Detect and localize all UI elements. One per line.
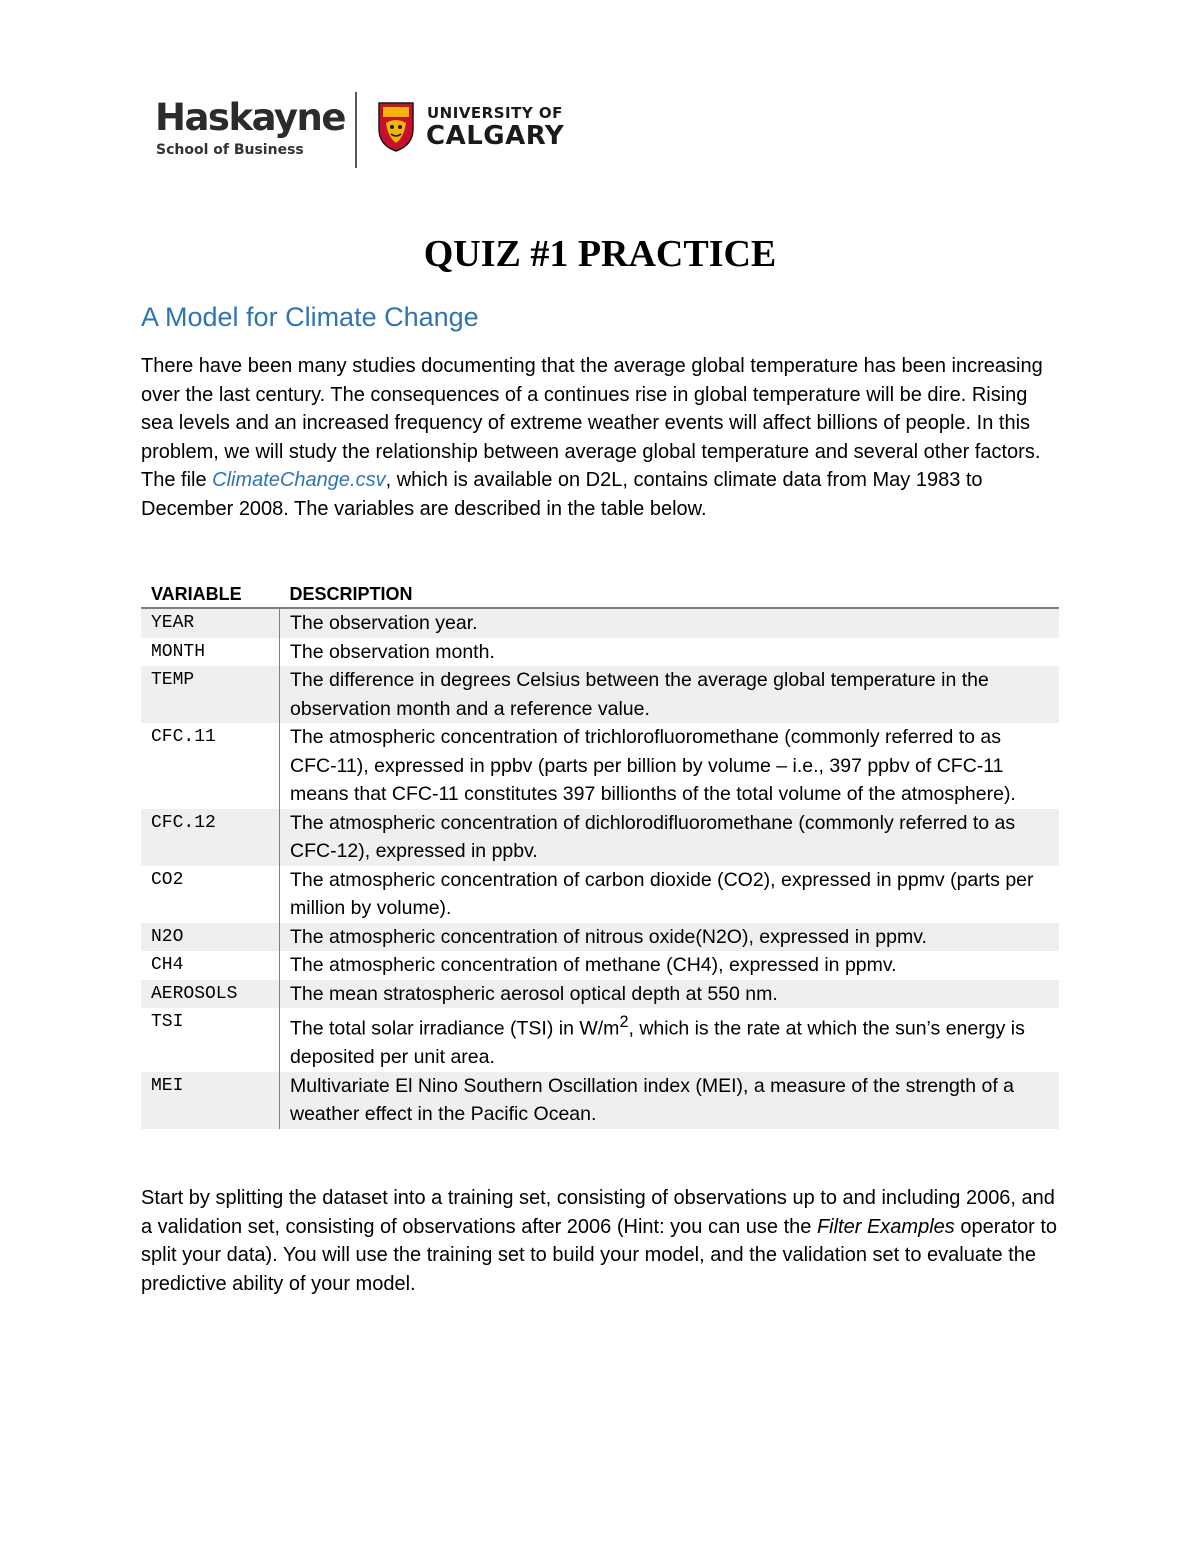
variable-name: N2O xyxy=(141,923,280,952)
tsi-description-start: The total solar irradiance (TSI) in W/m xyxy=(290,1017,620,1040)
haskayne-subtitle: School of Business xyxy=(156,142,304,158)
closing-text-start: Start by splitting the dataset into a training set, consisting of observations up to and including 2006, and a validation set, consisting of observations after 2006 (Hint: you can use the xyxy=(141,1187,1055,1238)
variable-description: Multivariate El Nino Southern Oscillation index (MEI), a measure of the strength of a weather effect in the Pacific Ocean. xyxy=(280,1072,1060,1129)
variable-name: TEMP xyxy=(141,666,280,723)
description-column-header: DESCRIPTION xyxy=(280,579,1060,608)
closing-paragraph xyxy=(141,1184,1061,1298)
variables-table xyxy=(141,579,1059,1129)
table-row xyxy=(141,866,1059,923)
variable-column-header: VARIABLE xyxy=(141,579,280,608)
intro-text-start: There have been many studies documenting that the average global temperature has been increasing over the last century. The consequences of a continues rise in global temperature will be dire. Rising sea levels and an increased frequency of extreme weather events will affect billions of people. In this problem, we will study the relationship between average global temperature and several other factors. The file xyxy=(141,355,1043,491)
variable-name: YEAR xyxy=(141,608,280,638)
file-name-link[interactable]: ClimateChange.csv xyxy=(212,469,386,491)
table-row xyxy=(141,951,1059,980)
table-row xyxy=(141,1008,1059,1072)
variable-description: The difference in degrees Celsius between the average global temperature in the observation month and a reference value. xyxy=(280,666,1060,723)
closing-text-end: operator to split your data). You will use the training set to build your model, and the validation set to evaluate the predictive ability of your model. xyxy=(141,1215,1058,1295)
header-logos xyxy=(155,92,575,172)
haskayne-logo: Haskayne xyxy=(155,96,345,139)
variable-description: The mean stratospheric aerosol optical depth at 550 nm. xyxy=(280,980,1060,1009)
variable-description: The atmospheric concentration of trichlorofluoromethane (commonly referred to as CFC-11), expressed in ppbv (parts per billion by volume – i.e., 397 ppbv of CFC-11 means that CFC-11 constitutes 397 billionths of the total volume of the atmosphere). xyxy=(290,726,1016,805)
variable-name: TSI xyxy=(141,1008,280,1072)
variable-name: CFC.11 xyxy=(141,723,280,809)
variable-name: CH4 xyxy=(141,951,280,980)
variable-description: The atmospheric concentration of nitrous oxide(N2O), expressed in ppmv. xyxy=(280,923,1060,952)
variable-description: The atmospheric concentration of carbon dioxide (CO2), expressed in ppmv (parts per million by volume). xyxy=(290,868,1034,919)
table-row xyxy=(141,1072,1059,1129)
tsi-superscript: 2 xyxy=(619,1013,629,1031)
variable-name: AEROSOLS xyxy=(141,980,280,1009)
table-row xyxy=(141,723,1059,809)
variable-description: The observation month. xyxy=(290,640,495,663)
variable-description: The observation year. xyxy=(280,608,1060,638)
university-line2: CALGARY xyxy=(426,121,565,151)
variable-description: The atmospheric concentration of methane (CH4), expressed in ppmv. xyxy=(290,954,897,976)
intro-paragraph xyxy=(141,352,1061,523)
university-crest-icon xyxy=(377,101,415,153)
section-heading: A Model for Climate Change xyxy=(141,302,479,332)
logo-divider xyxy=(355,92,357,168)
university-line1: UNIVERSITY OF xyxy=(427,104,563,122)
table-row xyxy=(141,923,1059,952)
variable-description: The atmospheric concentration of dichlorodifluoromethane (commonly referred to as CFC-12), expressed in ppbv. xyxy=(280,809,1060,866)
tsi-description-end: , which is the rate at which the sun’s energy is deposited per unit area. xyxy=(290,1017,1025,1068)
variable-name: CFC.12 xyxy=(141,809,280,866)
filter-examples-operator: Filter Examples xyxy=(816,1215,955,1238)
variable-name: MONTH xyxy=(141,638,280,667)
variable-description xyxy=(280,1008,1060,1072)
page-title: QUIZ #1 PRACTICE xyxy=(423,233,777,275)
table-row xyxy=(141,980,1059,1009)
variable-name: CO2 xyxy=(141,866,280,923)
table-row xyxy=(141,608,1059,638)
intro-text-end: , which is available on D2L, contains climate data from May 1983 to December 2008. The variables are described in the table below. xyxy=(141,469,983,520)
variable-name: MEI xyxy=(141,1072,280,1129)
table-row xyxy=(141,666,1059,723)
table-row xyxy=(141,638,1059,667)
table-row xyxy=(141,809,1059,866)
table-header-row xyxy=(141,579,1059,608)
